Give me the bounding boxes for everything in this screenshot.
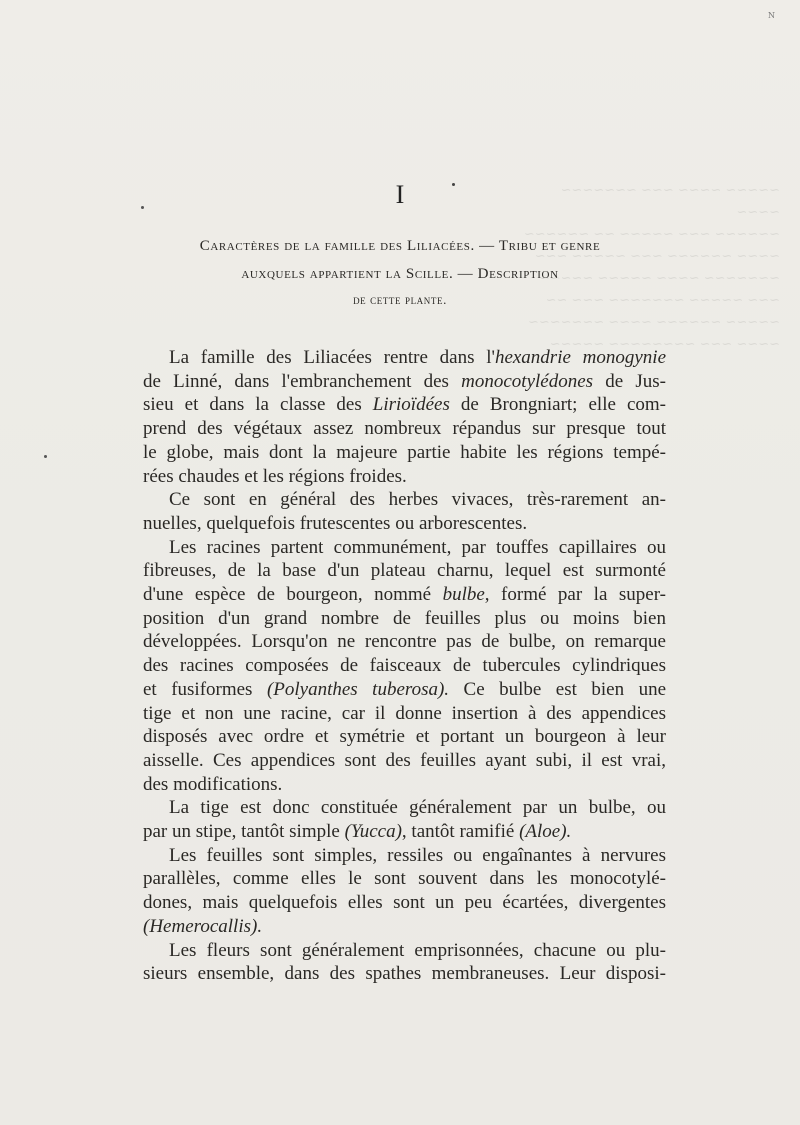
paragraph-tige [143,796,666,843]
text-line [143,583,666,607]
text-run: de Linné, dans l'embranchement des [143,370,462,392]
text-line [143,820,666,844]
text-run: nuelles, quelquefois frutescentes ou arborescentes. [143,512,528,534]
italic-text: Lirioïdées [372,394,450,416]
text-run: La tige est donc constituée généralement par un bulbe, ou [169,797,666,819]
text-run: dones, mais quelquefois elles sont un peu écartées, divergentes [143,892,666,914]
text-run: développées. Lorsqu'on ne rencontre pas de bulbe, on remarque [143,631,666,653]
text-line [143,488,666,512]
text-line [143,654,666,678]
italic-text: (Hemerocallis). [143,915,263,937]
text-line [143,796,666,820]
text-run: de Jus- [593,370,666,392]
italic-text: monocotylédones [461,370,594,392]
text-run: prend des végétaux assez nombreux répandus sur presque tout [143,418,666,440]
text-line [143,536,666,560]
text-run: Les feuilles sont simples, ressiles ou engaînantes à nervures [169,844,666,866]
text-line [143,867,666,891]
text-line [143,346,666,370]
text-run: Ce bulbe est bien une [449,678,666,700]
text-run: aisselle. Ces appendices sont des feuilles ayant subi, il est vrai, [143,749,666,771]
text-line [143,678,666,702]
chapter-number: I [395,180,405,209]
chapter-heading [120,232,680,312]
text-run: Les fleurs sont généralement emprisonnées, chacune ou plu- [169,939,666,961]
italic-text: (Yucca) [344,821,402,843]
text-line [143,891,666,915]
text-line [143,725,666,749]
text-run: tige et non une racine, car il donne insertion à des appendices [143,702,666,724]
body-text [143,346,666,986]
text-run: , tantôt ramifié [401,821,520,843]
text-run: des racines composées de faisceaux de tubercules cylindriques [143,655,666,677]
italic-text: hexandrie monogynie [494,347,667,368]
text-run: par un stipe, tantôt simple [143,821,345,843]
text-run: Les racines partent communément, par touffes capillaires ou [169,536,666,558]
show-through-bleed: ~~~~~ ~~~~ ~~~ ~~~~~~~ ~~~~ ~~~~~~ ~~~ ~~~~~ ~~ ~~~~~~ ~~~~ ~~~~~~ ~~~ ~~~~~ ~~~ ~~~~~~~ ~~~~ ~~~~~ ~~~~~ ~~~ ~~~~~ ~~~~~~~ ~~~ ~~ ~~~~~ ~~~~~~ ~~~~ ~~~~~~~ ~~~~ ~~~ ~~~~~~~~ ~~~~~ [523,183,780,352]
text-line [143,962,666,986]
text-line [143,939,666,963]
text-line [143,630,666,654]
paragraph-racines [143,536,666,797]
paragraph-fleurs [143,939,666,986]
text-run: parallèles, comme elles le sont souvent dans les monocotylé- [143,868,666,890]
italic-text: bulbe [442,584,485,606]
ink-speck [44,455,47,458]
text-run: de Brongniart; elle com- [449,394,666,416]
italic-text: (Polyanthes tuberosa). [266,678,450,700]
text-run: rées chaudes et les régions froides. [143,465,407,487]
italic-text: (Aloe). [519,821,572,843]
text-line [143,417,666,441]
text-run: d'une espèce de bourgeon, nommé [143,584,443,606]
text-run: des modifications. [143,773,283,795]
text-run: et fusiformes [143,678,267,700]
text-run: sieu et dans la classe des [143,394,373,416]
heading-line-1: Caractères de la famille des Liliacées. — Tribu et genre [199,238,601,254]
text-line [143,465,666,489]
paragraph-famille [143,346,666,488]
paragraph-herbes [143,488,666,535]
text-run: Ce sont en général des herbes vivaces, très-rarement an- [169,489,666,511]
text-line [143,512,666,536]
paragraph-feuilles [143,844,666,939]
text-line [143,393,666,417]
text-line [143,773,666,797]
text-run: La famille des Liliacées rentre dans l' [169,347,495,368]
corner-mark: N [768,11,775,20]
text-line [143,370,666,394]
text-run: position d'un grand nombre de feuilles plus ou moins bien [143,607,666,629]
heading-line-2: auxquels appartient la Scille. — Description [241,266,559,282]
text-line [143,559,666,583]
text-line [143,607,666,631]
text-line [143,749,666,773]
heading-line-3: de cette plante. [353,292,447,307]
text-run: fibreuses, de la base d'un plateau charnu, lequel est surmonté [143,560,666,582]
text-run: , formé par la super- [484,584,666,606]
text-line [143,441,666,465]
text-run: disposés avec ordre et symétrie et portant un bourgeon à leur [143,726,666,748]
text-run: sieurs ensemble, dans des spathes membraneuses. Leur disposi- [143,963,666,985]
text-line [143,915,666,939]
text-run: le globe, mais dont la majeure partie habite les régions tempé- [143,441,666,463]
text-line [143,702,666,726]
text-line [143,844,666,868]
